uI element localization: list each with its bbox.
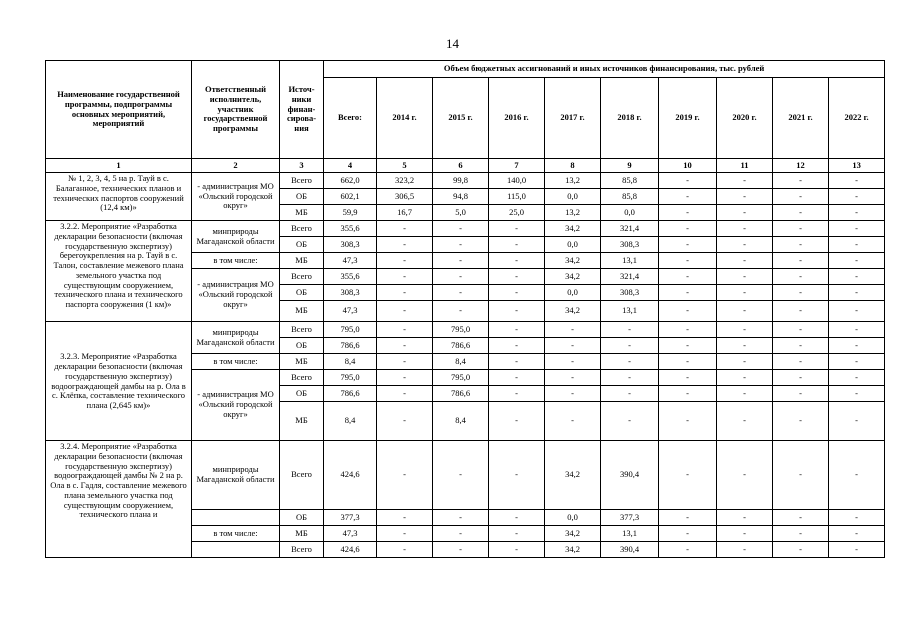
- value-cell: -: [717, 441, 773, 510]
- value-cell: -: [773, 386, 829, 402]
- col-header-year: 2018 г.: [601, 78, 659, 159]
- value-cell: -: [377, 338, 433, 354]
- source-cell: МБ: [280, 526, 324, 542]
- value-cell: -: [489, 221, 545, 237]
- value-cell: -: [433, 301, 489, 322]
- col-header-name: Наименование государственной программы, подпрограммы основных мероприятий, мероприятий: [46, 61, 192, 159]
- value-cell: -: [773, 370, 829, 386]
- col-number: 6: [433, 159, 489, 173]
- col-number: 7: [489, 159, 545, 173]
- value-cell: 34,2: [545, 301, 601, 322]
- col-header-year: 2017 г.: [545, 78, 601, 159]
- value-cell: -: [659, 253, 717, 269]
- value-cell: -: [489, 322, 545, 338]
- source-cell: МБ: [280, 205, 324, 221]
- value-cell: -: [433, 221, 489, 237]
- value-cell: -: [717, 322, 773, 338]
- value-cell: 786,6: [324, 338, 377, 354]
- source-cell: ОБ: [280, 338, 324, 354]
- value-cell: -: [489, 370, 545, 386]
- value-cell: -: [829, 253, 885, 269]
- activity-name: 3.2.4. Мероприятие «Разработка декларации безопасности (включая государственную экспертизу) водоограждающей дамбы № 2 на р. Ола в с. Гадля, составление межевого плана земельного участка под существующим сооружением, технического плана и: [46, 441, 192, 558]
- value-cell: -: [377, 253, 433, 269]
- value-cell: -: [601, 370, 659, 386]
- in-total-label: в том числе:: [192, 354, 280, 370]
- value-cell: 786,6: [433, 386, 489, 402]
- value-cell: -: [489, 301, 545, 322]
- value-cell: -: [377, 322, 433, 338]
- value-cell: -: [829, 173, 885, 189]
- value-cell: -: [377, 526, 433, 542]
- value-cell: -: [433, 269, 489, 285]
- executor-cell: - администрация МО «Ольский городской округ»: [192, 370, 280, 441]
- value-cell: -: [659, 322, 717, 338]
- col-number: 11: [717, 159, 773, 173]
- col-header-year: 2021 г.: [773, 78, 829, 159]
- value-cell: 321,4: [601, 221, 659, 237]
- value-cell: 34,2: [545, 253, 601, 269]
- value-cell: -: [377, 269, 433, 285]
- value-cell: -: [489, 354, 545, 370]
- value-cell: -: [489, 402, 545, 441]
- source-cell: Всего: [280, 542, 324, 558]
- value-cell: 13,2: [545, 173, 601, 189]
- value-cell: -: [717, 189, 773, 205]
- value-cell: -: [377, 402, 433, 441]
- in-total-label: в том числе:: [192, 526, 280, 542]
- table-row: [46, 173, 885, 189]
- value-cell: 795,0: [433, 322, 489, 338]
- in-total-label: в том числе:: [192, 253, 280, 269]
- table-row: [46, 221, 885, 237]
- value-cell: -: [433, 285, 489, 301]
- value-cell: -: [489, 526, 545, 542]
- value-cell: -: [489, 338, 545, 354]
- executor-cell: - администрация МО «Ольский городской округ»: [192, 173, 280, 221]
- value-cell: -: [433, 510, 489, 526]
- value-cell: 424,6: [324, 441, 377, 510]
- value-cell: -: [659, 205, 717, 221]
- value-cell: -: [659, 189, 717, 205]
- value-cell: -: [377, 370, 433, 386]
- value-cell: -: [545, 322, 601, 338]
- value-cell: -: [717, 221, 773, 237]
- col-header-year: 2015 г.: [433, 78, 489, 159]
- value-cell: 47,3: [324, 253, 377, 269]
- source-cell: ОБ: [280, 189, 324, 205]
- value-cell: -: [829, 526, 885, 542]
- value-cell: 0,0: [601, 205, 659, 221]
- value-cell: 13,1: [601, 526, 659, 542]
- value-cell: -: [433, 441, 489, 510]
- value-cell: 377,3: [324, 510, 377, 526]
- col-header-year: 2022 г.: [829, 78, 885, 159]
- value-cell: 355,6: [324, 269, 377, 285]
- value-cell: -: [829, 285, 885, 301]
- source-cell: ОБ: [280, 237, 324, 253]
- value-cell: -: [659, 285, 717, 301]
- value-cell: 308,3: [324, 285, 377, 301]
- value-cell: -: [773, 441, 829, 510]
- value-cell: -: [659, 301, 717, 322]
- value-cell: 8,4: [324, 354, 377, 370]
- value-cell: 795,0: [433, 370, 489, 386]
- value-cell: -: [717, 526, 773, 542]
- value-cell: 25,0: [489, 205, 545, 221]
- value-cell: -: [717, 370, 773, 386]
- header-row-main: [46, 61, 885, 78]
- source-cell: Всего: [280, 370, 324, 386]
- source-cell: МБ: [280, 354, 324, 370]
- source-cell: ОБ: [280, 510, 324, 526]
- value-cell: -: [659, 386, 717, 402]
- value-cell: -: [377, 285, 433, 301]
- value-cell: 13,1: [601, 301, 659, 322]
- value-cell: -: [717, 205, 773, 221]
- value-cell: 308,3: [601, 237, 659, 253]
- value-cell: -: [717, 354, 773, 370]
- value-cell: -: [773, 221, 829, 237]
- value-cell: 85,8: [601, 189, 659, 205]
- value-cell: 47,3: [324, 301, 377, 322]
- source-cell: ОБ: [280, 285, 324, 301]
- value-cell: -: [489, 285, 545, 301]
- value-cell: -: [489, 253, 545, 269]
- value-cell: -: [829, 510, 885, 526]
- value-cell: -: [829, 237, 885, 253]
- value-cell: 355,6: [324, 221, 377, 237]
- value-cell: 0,0: [545, 510, 601, 526]
- value-cell: -: [545, 402, 601, 441]
- source-cell: Всего: [280, 441, 324, 510]
- value-cell: 13,1: [601, 253, 659, 269]
- activity-name: 3.2.3. Мероприятие «Разработка декларации безопасности (включая государственную экспертизу) водоограждающей дамбы на р. Ола в с. Клёпка, составление технического плана (2,645 км)»: [46, 322, 192, 441]
- value-cell: -: [829, 542, 885, 558]
- value-cell: -: [829, 269, 885, 285]
- value-cell: 34,2: [545, 441, 601, 510]
- value-cell: 662,0: [324, 173, 377, 189]
- col-number: 9: [601, 159, 659, 173]
- value-cell: -: [377, 542, 433, 558]
- value-cell: 390,4: [601, 441, 659, 510]
- value-cell: -: [773, 510, 829, 526]
- value-cell: -: [829, 338, 885, 354]
- value-cell: -: [433, 253, 489, 269]
- value-cell: 308,3: [601, 285, 659, 301]
- value-cell: -: [601, 338, 659, 354]
- value-cell: -: [601, 386, 659, 402]
- value-cell: -: [829, 301, 885, 322]
- value-cell: -: [601, 322, 659, 338]
- page-number: 14: [446, 36, 459, 51]
- value-cell: -: [489, 510, 545, 526]
- value-cell: -: [717, 542, 773, 558]
- value-cell: 795,0: [324, 370, 377, 386]
- value-cell: -: [659, 173, 717, 189]
- source-cell: Всего: [280, 322, 324, 338]
- value-cell: -: [829, 402, 885, 441]
- col-number: 1: [46, 159, 192, 173]
- col-number: 8: [545, 159, 601, 173]
- value-cell: 8,4: [433, 402, 489, 441]
- value-cell: 34,2: [545, 269, 601, 285]
- source-cell: Всего: [280, 221, 324, 237]
- executor-cell-empty: [192, 510, 280, 526]
- value-cell: -: [377, 301, 433, 322]
- value-cell: 99,8: [433, 173, 489, 189]
- value-cell: -: [433, 542, 489, 558]
- value-cell: -: [377, 510, 433, 526]
- value-cell: 308,3: [324, 237, 377, 253]
- value-cell: -: [659, 237, 717, 253]
- value-cell: -: [545, 354, 601, 370]
- value-cell: -: [717, 402, 773, 441]
- value-cell: 59,9: [324, 205, 377, 221]
- value-cell: -: [773, 542, 829, 558]
- source-cell: ОБ: [280, 386, 324, 402]
- value-cell: -: [601, 402, 659, 441]
- header-row-numbers: [46, 159, 885, 173]
- value-cell: -: [377, 441, 433, 510]
- value-cell: 321,4: [601, 269, 659, 285]
- value-cell: 0,0: [545, 237, 601, 253]
- executor-cell: минприроды Магаданской области: [192, 441, 280, 510]
- executor-cell: - администрация МО «Ольский городской округ»: [192, 269, 280, 322]
- value-cell: -: [717, 301, 773, 322]
- source-cell: МБ: [280, 402, 324, 441]
- value-cell: -: [601, 354, 659, 370]
- value-cell: -: [717, 237, 773, 253]
- value-cell: -: [773, 402, 829, 441]
- value-cell: -: [717, 253, 773, 269]
- value-cell: -: [773, 338, 829, 354]
- col-number: 4: [324, 159, 377, 173]
- value-cell: 34,2: [545, 526, 601, 542]
- source-cell: Всего: [280, 173, 324, 189]
- value-cell: 795,0: [324, 322, 377, 338]
- value-cell: 85,8: [601, 173, 659, 189]
- value-cell: -: [659, 221, 717, 237]
- value-cell: 0,0: [545, 285, 601, 301]
- value-cell: -: [489, 269, 545, 285]
- value-cell: -: [433, 237, 489, 253]
- col-number: 13: [829, 159, 885, 173]
- col-header-year: 2019 г.: [659, 78, 717, 159]
- value-cell: -: [489, 386, 545, 402]
- value-cell: -: [773, 205, 829, 221]
- value-cell: -: [659, 441, 717, 510]
- value-cell: -: [659, 510, 717, 526]
- value-cell: 47,3: [324, 526, 377, 542]
- value-cell: -: [489, 237, 545, 253]
- value-cell: -: [659, 402, 717, 441]
- value-cell: -: [717, 285, 773, 301]
- col-number: 3: [280, 159, 324, 173]
- table-row: [46, 441, 885, 510]
- col-header-year: Всего:: [324, 78, 377, 159]
- value-cell: -: [717, 338, 773, 354]
- value-cell: 306,5: [377, 189, 433, 205]
- value-cell: -: [773, 526, 829, 542]
- value-cell: -: [829, 386, 885, 402]
- col-number: 5: [377, 159, 433, 173]
- col-header-year: 2016 г.: [489, 78, 545, 159]
- value-cell: -: [773, 237, 829, 253]
- value-cell: -: [829, 354, 885, 370]
- value-cell: -: [717, 173, 773, 189]
- value-cell: -: [773, 269, 829, 285]
- col-number: 10: [659, 159, 717, 173]
- value-cell: -: [659, 269, 717, 285]
- value-cell: -: [545, 370, 601, 386]
- value-cell: 602,1: [324, 189, 377, 205]
- col-header-volume: Объем бюджетных ассигнований и иных источников финансирования, тыс. рублей: [324, 61, 885, 78]
- activity-name: № 1, 2, 3, 4, 5 на р. Тауй в с. Балаганное, технических планов и технических паспортов сооружений (12,4 км)»: [46, 173, 192, 221]
- value-cell: 34,2: [545, 542, 601, 558]
- value-cell: -: [773, 253, 829, 269]
- value-cell: 8,4: [324, 402, 377, 441]
- value-cell: -: [829, 205, 885, 221]
- table-row: [46, 322, 885, 338]
- value-cell: 94,8: [433, 189, 489, 205]
- source-cell: Всего: [280, 269, 324, 285]
- value-cell: 140,0: [489, 173, 545, 189]
- value-cell: 115,0: [489, 189, 545, 205]
- value-cell: -: [829, 189, 885, 205]
- source-cell: МБ: [280, 253, 324, 269]
- value-cell: 323,2: [377, 173, 433, 189]
- col-header-source: Источ-ники финан-сирова-ния: [280, 61, 324, 159]
- col-header-year: 2020 г.: [717, 78, 773, 159]
- value-cell: -: [773, 354, 829, 370]
- value-cell: -: [717, 386, 773, 402]
- value-cell: -: [773, 301, 829, 322]
- col-header-year: 2014 г.: [377, 78, 433, 159]
- value-cell: -: [377, 354, 433, 370]
- value-cell: -: [377, 237, 433, 253]
- executor-cell: минприроды Магаданской области: [192, 221, 280, 253]
- col-number: 12: [773, 159, 829, 173]
- budget-table: [45, 60, 885, 558]
- value-cell: -: [659, 338, 717, 354]
- value-cell: -: [829, 221, 885, 237]
- value-cell: 16,7: [377, 205, 433, 221]
- value-cell: -: [489, 441, 545, 510]
- value-cell: -: [659, 542, 717, 558]
- value-cell: -: [377, 386, 433, 402]
- value-cell: -: [377, 221, 433, 237]
- value-cell: -: [659, 526, 717, 542]
- value-cell: -: [773, 189, 829, 205]
- value-cell: -: [489, 542, 545, 558]
- value-cell: 34,2: [545, 221, 601, 237]
- value-cell: -: [829, 322, 885, 338]
- value-cell: 786,6: [433, 338, 489, 354]
- col-header-executor: Ответственный исполнитель, участник государственной программы: [192, 61, 280, 159]
- col-number: 2: [192, 159, 280, 173]
- value-cell: 13,2: [545, 205, 601, 221]
- value-cell: -: [717, 269, 773, 285]
- value-cell: 8,4: [433, 354, 489, 370]
- value-cell: 424,6: [324, 542, 377, 558]
- executor-cell: минприроды Магаданской области: [192, 322, 280, 354]
- value-cell: -: [659, 354, 717, 370]
- value-cell: -: [773, 285, 829, 301]
- value-cell: 786,6: [324, 386, 377, 402]
- value-cell: 0,0: [545, 189, 601, 205]
- value-cell: -: [659, 370, 717, 386]
- value-cell: -: [717, 510, 773, 526]
- value-cell: -: [545, 338, 601, 354]
- activity-name: 3.2.2. Мероприятие «Разработка декларации безопасности (включая государственную экспертизу) берегоукрепления на р. Тауй в с. Талон, составление межевого плана земельного участка под существующим сооружением, технического плана и технического паспорта сооружения (1 км)»: [46, 221, 192, 322]
- value-cell: -: [829, 441, 885, 510]
- value-cell: -: [773, 322, 829, 338]
- value-cell: 5,0: [433, 205, 489, 221]
- value-cell: 390,4: [601, 542, 659, 558]
- value-cell: -: [829, 370, 885, 386]
- source-cell: МБ: [280, 301, 324, 322]
- value-cell: 377,3: [601, 510, 659, 526]
- value-cell: -: [773, 173, 829, 189]
- executor-cell-empty: [192, 542, 280, 558]
- value-cell: -: [545, 386, 601, 402]
- value-cell: -: [433, 526, 489, 542]
